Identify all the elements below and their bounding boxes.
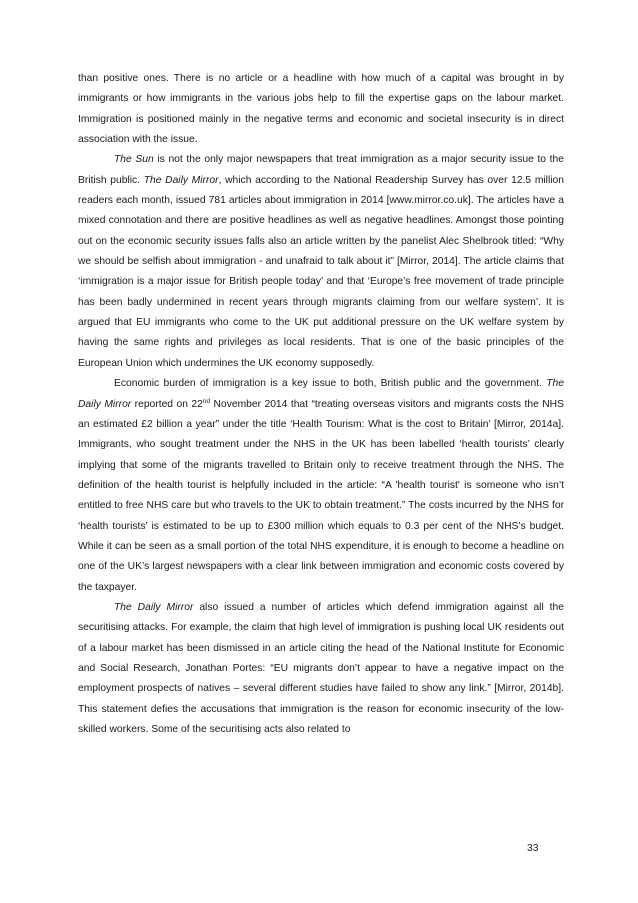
paragraph (78, 150, 564, 374)
italic-text: The Daily Mirror (78, 378, 564, 410)
document-body (78, 69, 564, 740)
body-text: reported on 22 (131, 398, 203, 410)
page-number: 33 (527, 843, 539, 854)
paragraph (78, 598, 564, 740)
paragraph (78, 69, 564, 150)
italic-text: The Daily Mirror (143, 174, 219, 186)
body-text: , which according to the National Readership Survey has over 12.5 million readers each month, issued 781 articles about immigration in 2014 [www.mirror.co.uk]. The articles have a mixed connotation and there are positive headlines as well as negative headlines. Amongst those pointing out on the economic security issues falls also an article written by the panelist Alec Shelbrook titled: “Why we should be selfish about immigration - and unafraid to talk about it” [Mirror, 2014]. The article claims that ‘immigration is a major issue for British people today’ and that ‘Europe’s free movement of trade principle has been badly undermined in recent years through migrants claiming from our welfare system’. It is argued that EU immigrants who come to the UK put additional pressure on the UK welfare system by having the same rights and privileges as local residents. That is one of the basic principles of the European Union which undermines the UK economy supposedly. (78, 174, 565, 369)
superscript-text: nd (202, 397, 211, 405)
body-text: is not the only major newspapers that treat immigration as a major security issue to the British public. (78, 154, 564, 186)
body-text: November 2014 that “treating overseas visitors and migrants costs the NHS an estimated £2 billion a year” under the title ‘Health Tourism: What is the cost to Britain’ [Mirror, 2014a]. Immigrants, who sought treatment under the NHS in the UK has been labelled ‘health tourists’ clearly implying that some of the migrants travelled to Britain only to receive treatment through the NHS. The definition of the health tourist is helpfully included in the article: “A 'health tourist' is someone who isn’t entitled to free NHS care but who travels to the UK to obtain treatment.” The costs incurred by the NHS for ‘health tourists’ is estimated to be up to £300 million which equals to 0.3 per cent of the NHS’s budget. While it can be seen as a small portion of the total NHS expenditure, it is enough to become a headline on one of the UK’s largest newspapers with a clear link between immigration and economic costs covered by the taxpayer. (78, 398, 564, 593)
body-text: also issued a number of articles which defend immigration against all the securitising attacks. For example, the claim that high level of immigration is pushing local UK residents out of a labour market has been dismissed in an article citing the head of the National Institute for Economic and Social Research, Jonathan Portes: “EU migrants don’t appear to have a negative impact on the employment prospects of natives – several different studies have failed to show any link.” [Mirror, 2014b]. This statement defies the accusations that immigration is the reason for economic insecurity of the low-skilled workers. Some of the securitising acts also related to (78, 601, 564, 735)
paragraph (78, 374, 564, 598)
italic-text: The Sun (114, 154, 154, 166)
body-text: than positive ones. There is no article or a headline with how much of a capital was brought in by immigrants or how immigrants in the various jobs help to fill the expertise gaps on the labour market. Immigration is positioned mainly in the negative terms and economic and societal insecurity is in direct association with the issue. (78, 73, 564, 146)
italic-text: The Daily Mirror (114, 601, 194, 613)
body-text: Economic burden of immigration is a key issue to both, British public and the government. (114, 378, 547, 390)
